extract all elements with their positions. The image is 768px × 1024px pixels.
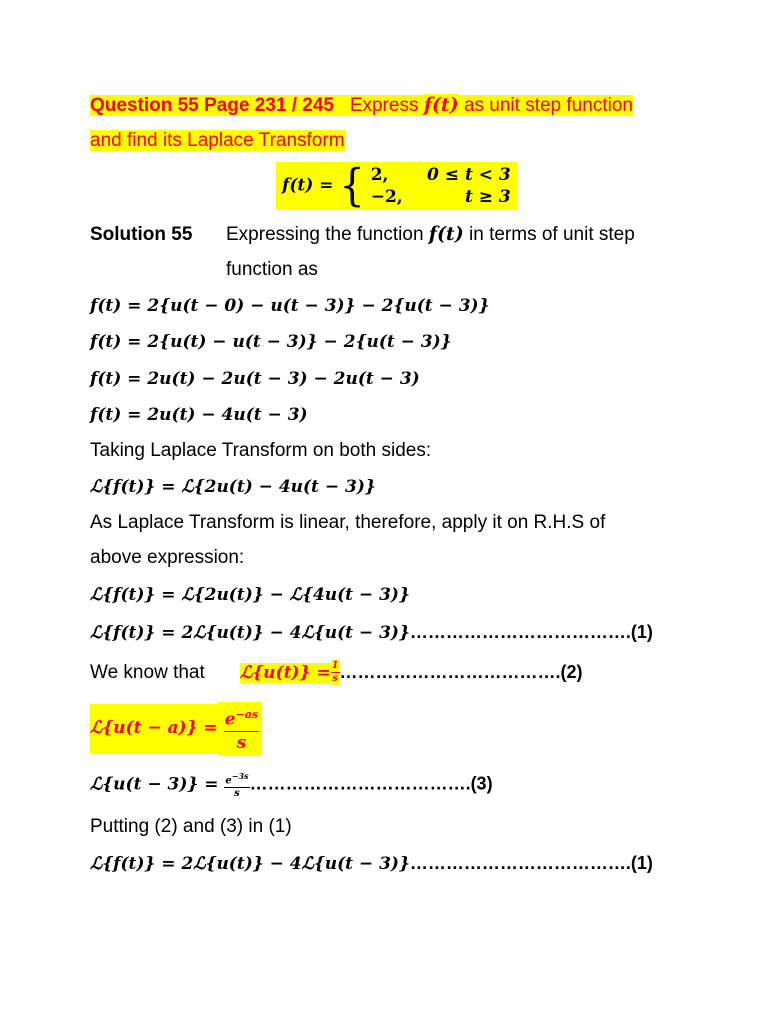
- question-line-1: [90, 93, 633, 118]
- we-know-line: [90, 660, 583, 685]
- text-we-know: We know that: [90, 662, 205, 683]
- solution-line-1: [90, 222, 635, 247]
- equation-10-frac: [224, 770, 249, 800]
- solution-intro-3: function as: [226, 259, 318, 280]
- text-laplace-both: Taking Laplace Transform on both sides:: [90, 440, 432, 461]
- equation-10: [90, 770, 493, 800]
- question-text-2: as unit step function: [463, 95, 633, 116]
- case2-value: −2,: [370, 187, 403, 207]
- case1-value: 2,: [370, 165, 389, 185]
- equation-11-body: ℒ{f(t)} = 2ℒ{u(t)} − 4ℒ{u(t − 3)}: [90, 854, 410, 874]
- equation-9-den: s: [236, 732, 247, 753]
- solution-line-2: [226, 258, 318, 282]
- equation-5: ℒ{f(t)} = ℒ{2u(t) − 4u(t − 3)}: [90, 477, 376, 497]
- equation-9-num-sup: −as: [235, 708, 259, 721]
- equation-9-frac: [218, 702, 262, 756]
- equation-7-tag: ……………………………….(1): [409, 622, 653, 642]
- equation-9-num: e: [224, 709, 236, 730]
- equation-8-lhs: ℒ{u(t)} =: [240, 663, 331, 683]
- equation-11: [90, 851, 653, 876]
- solution-label: Solution 55: [90, 224, 193, 245]
- text-linear-1: As Laplace Transform is linear, therefore, apply it on R.H.S of: [90, 512, 606, 533]
- equation-8-frac: [331, 660, 340, 685]
- equation-8-den: s: [332, 673, 338, 685]
- equation-4: f(t) = 2u(t) − 4u(t − 3): [90, 405, 308, 425]
- question-heading: Question 55 Page 231 / 245: [90, 95, 334, 116]
- text-putting: Putting (2) and (3) in (1): [90, 816, 292, 837]
- equation-10-num-sup: −3s: [231, 771, 249, 781]
- case2-cond: t ≥ 3: [464, 187, 511, 207]
- question-text-3: and find its Laplace Transform: [90, 130, 345, 151]
- equation-2: f(t) = 2{u(t) − u(t − 3)} − 2{u(t − 3)}: [90, 332, 452, 352]
- equation-6: ℒ{f(t)} = ℒ{2u(t)} − ℒ{4u(t − 3)}: [90, 585, 410, 605]
- equation-9-lhs: ℒ{u(t − a)} =: [90, 704, 218, 754]
- equation-10-den: s: [234, 788, 240, 800]
- piecewise-cases: [371, 164, 511, 208]
- question-line-2: [90, 129, 345, 153]
- equation-10-num: e: [225, 775, 232, 787]
- equation-10-tag: ……………………………….(3): [249, 773, 493, 794]
- equation-11-tag: ……………………………….(1): [409, 853, 653, 873]
- text-linear-2: above expression:: [90, 547, 245, 568]
- equation-8-tag: ……………………………….(2): [339, 662, 583, 682]
- solution-intro-1: Expressing the function: [226, 224, 424, 245]
- question-func: f(t): [423, 94, 459, 116]
- equation-7-body: ℒ{f(t)} = 2ℒ{u(t)} − 4ℒ{u(t − 3)}: [90, 623, 410, 643]
- equation-7: [90, 620, 653, 645]
- piecewise-definition: [276, 162, 517, 210]
- equation-3: f(t) = 2u(t) − 2u(t − 3) − 2u(t − 3): [90, 369, 420, 389]
- solution-intro-func: f(t): [428, 223, 464, 245]
- question-text-1: Express: [349, 95, 419, 116]
- equation-8-num: 1: [331, 660, 339, 672]
- equation-10-lhs: ℒ{u(t − 3)} =: [90, 774, 219, 795]
- equation-9: [90, 702, 262, 756]
- solution-intro-2: in terms of unit step: [469, 224, 635, 245]
- equation-1: f(t) = 2{u(t − 0) − u(t − 3)} − 2{u(t − 3)}: [90, 296, 490, 316]
- case1-cond: 0 ≤ t < 3: [427, 165, 511, 185]
- left-brace-icon: {: [339, 160, 365, 212]
- piecewise-lhs: f(t) =: [282, 175, 334, 196]
